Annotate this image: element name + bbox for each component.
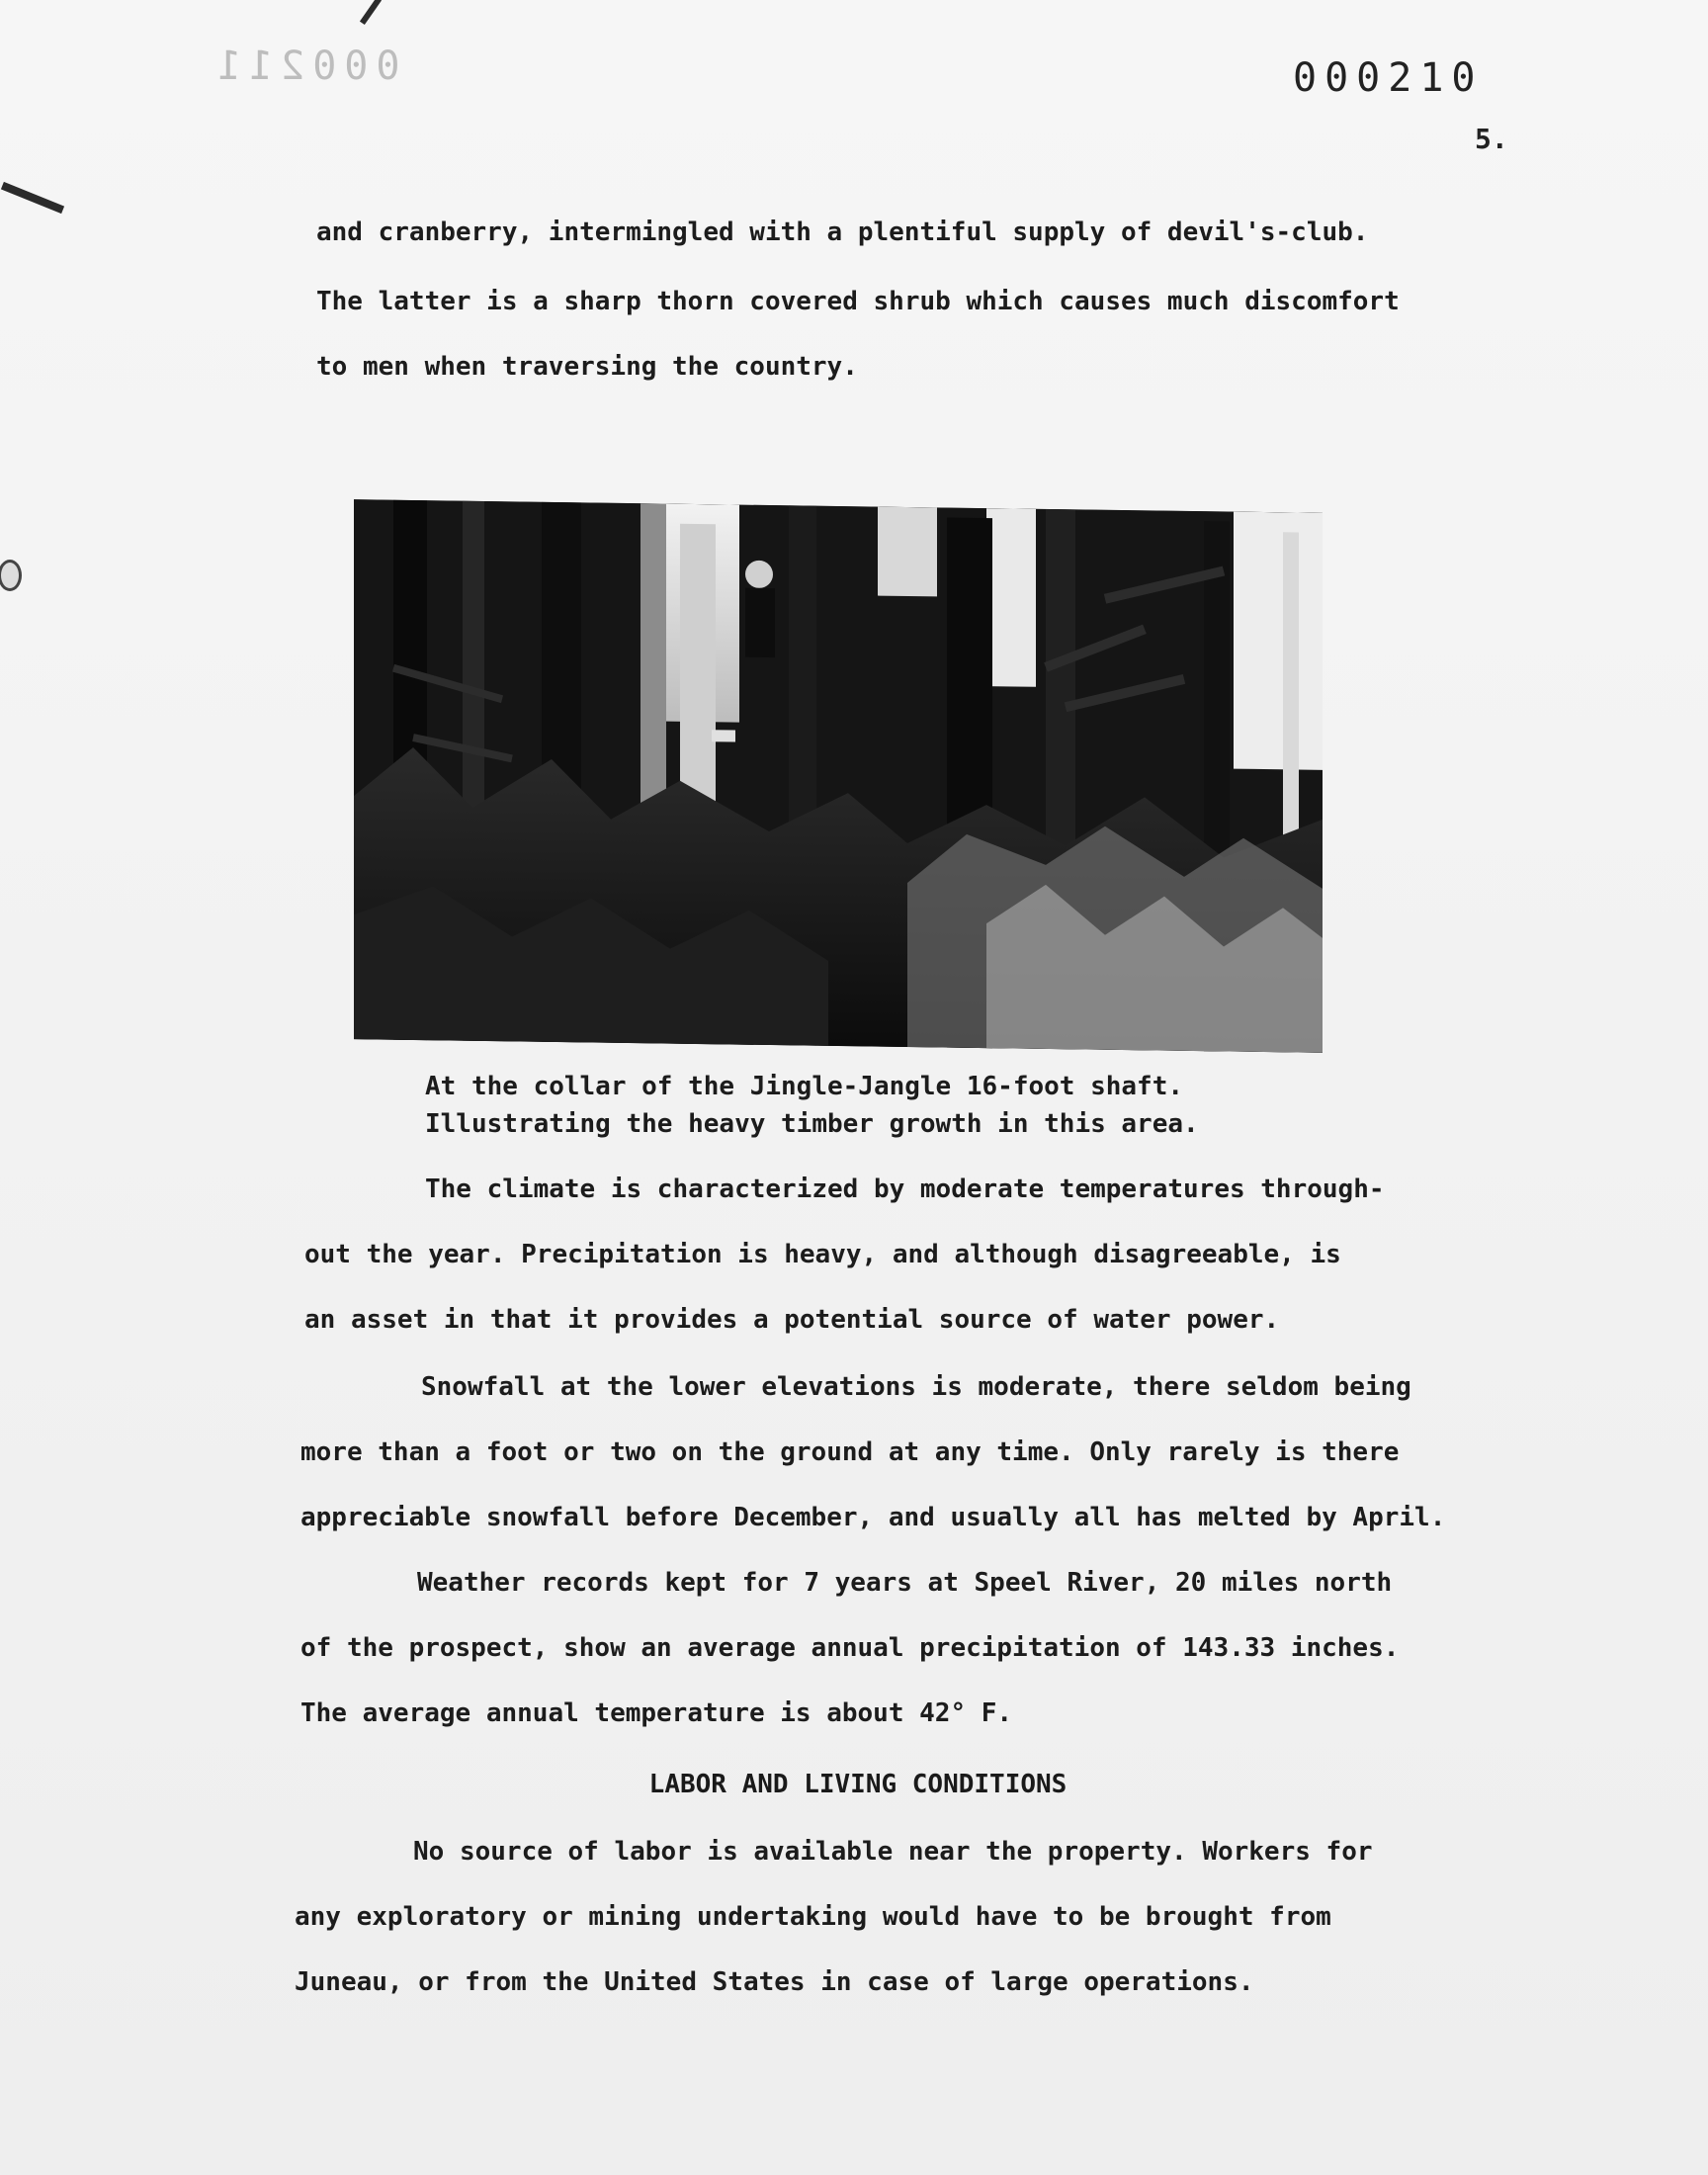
text-line: appreciable snowfall before December, and usually all has melted by April. xyxy=(300,1503,1446,1532)
text-line: The average annual temperature is about 42° F. xyxy=(300,1698,1013,1728)
section-heading xyxy=(0,1770,1708,1799)
bleed-through-number: 000211 xyxy=(210,44,400,89)
text-line: out the year. Precipitation is heavy, and although disagreeable, is xyxy=(304,1240,1341,1269)
section-heading-text: LABOR AND LIVING CONDITIONS xyxy=(648,1770,1068,1799)
text-line: of the prospect, show an average annual precipitation of 143.33 inches. xyxy=(300,1633,1400,1663)
text-line: Weather records kept for 7 years at Speel River, 20 miles north xyxy=(417,1568,1393,1598)
forest-photo xyxy=(354,499,1323,1053)
text-line: The climate is characterized by moderate temperatures through- xyxy=(425,1174,1385,1204)
text-line: and cranberry, intermingled with a plentiful supply of devil's-club. xyxy=(316,218,1369,247)
text-line: any exploratory or mining undertaking would have to be brought from xyxy=(295,1902,1331,1932)
text-line: an asset in that it provides a potential source of water power. xyxy=(304,1305,1280,1335)
text-line: The latter is a sharp thorn covered shrub which causes much discomfort xyxy=(316,287,1400,316)
photo-caption: Illustrating the heavy timber growth in this area. xyxy=(425,1109,1199,1139)
text-line: more than a foot or two on the ground at any time. Only rarely is there xyxy=(300,1437,1400,1467)
punch-hole xyxy=(0,560,22,591)
text-line: Juneau, or from the United States in case of large operations. xyxy=(295,1967,1254,1997)
page-number: 5. xyxy=(1475,123,1508,155)
scan-mark xyxy=(1,182,64,214)
photo-caption: At the collar of the Jingle-Jangle 16-foot shaft. xyxy=(425,1072,1184,1101)
text-line: Snowfall at the lower elevations is moderate, there seldom being xyxy=(421,1372,1411,1402)
text-line: No source of labor is available near the property. Workers for xyxy=(413,1837,1373,1867)
document-number: 000210 xyxy=(1293,55,1484,101)
scan-mark xyxy=(360,0,382,25)
forest-photo-icon xyxy=(354,499,1323,1053)
text-line: to men when traversing the country. xyxy=(316,352,858,382)
